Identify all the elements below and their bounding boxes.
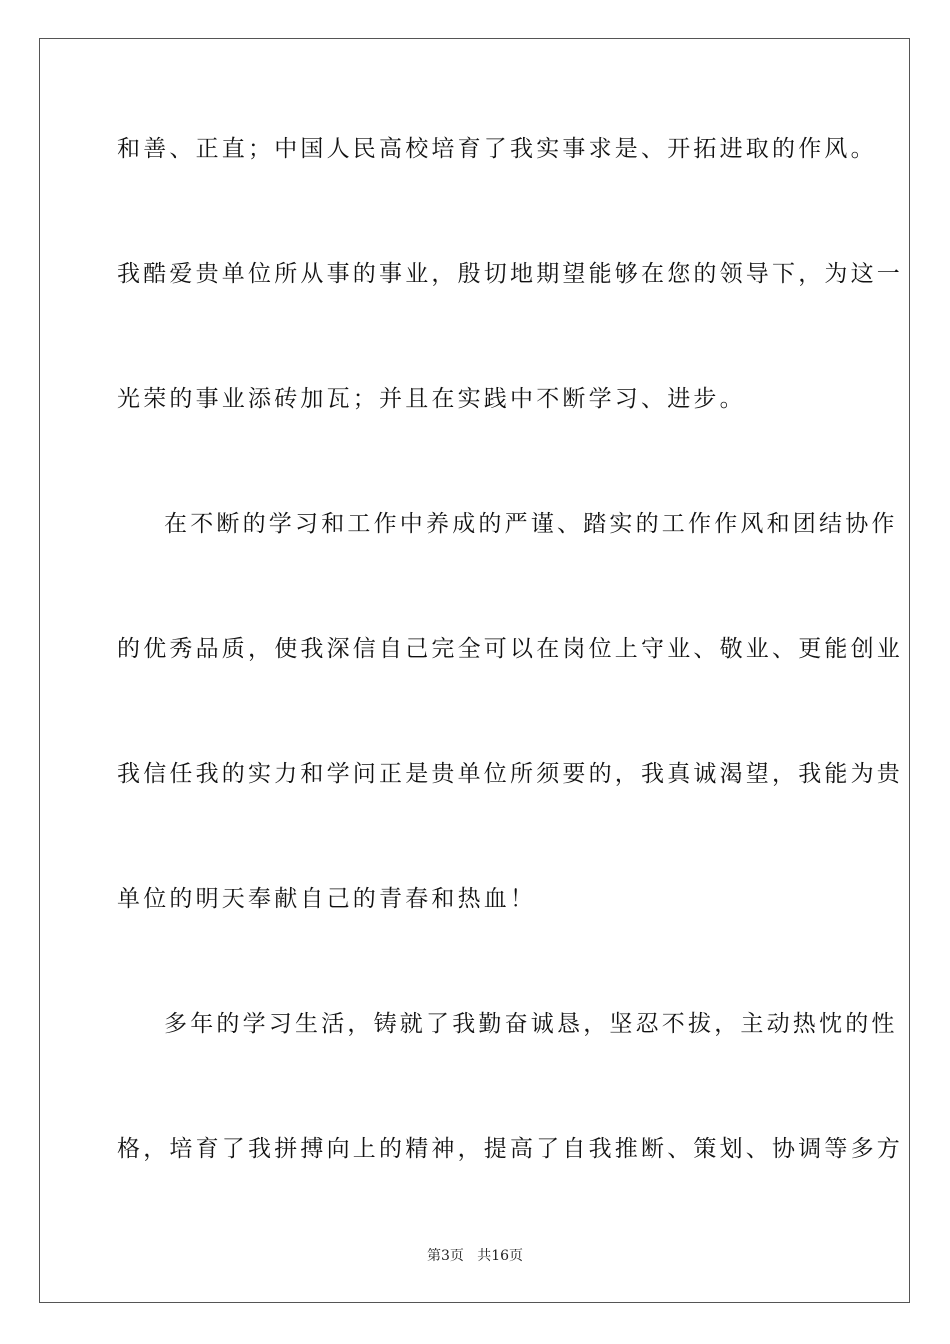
page-number-footer: 第3页 共16页 [426, 1248, 524, 1264]
text-line-7: 单位的明天奉献自己的青春和热血！ [117, 886, 537, 912]
text-line-8: 多年的学习生活，铸就了我勤奋诚恳，坚忍不拔，主动热忱的性 [164, 1011, 898, 1037]
text-line-6: 我信任我的实力和学问正是贵单位所须要的，我真诚渴望，我能为贵 [117, 761, 903, 787]
text-line-4: 在不断的学习和工作中养成的严谨、踏实的工作作风和团结协作 [164, 511, 898, 537]
text-line-2: 我酷爱贵单位所从事的事业，殷切地期望能够在您的领导下，为这一 [117, 261, 903, 287]
text-line-9: 格，培育了我拼搏向上的精神，提高了自我推断、策划、协调等多方 [117, 1136, 903, 1162]
text-line-3: 光荣的事业添砖加瓦；并且在实践中不断学习、进步。 [117, 386, 746, 412]
text-line-1: 和善、正直；中国人民高校培育了我实事求是、开拓进取的作风。 [117, 136, 877, 162]
page-frame [39, 38, 910, 1303]
text-line-5: 的优秀品质，使我深信自己完全可以在岗位上守业、敬业、更能创业 [117, 636, 903, 662]
